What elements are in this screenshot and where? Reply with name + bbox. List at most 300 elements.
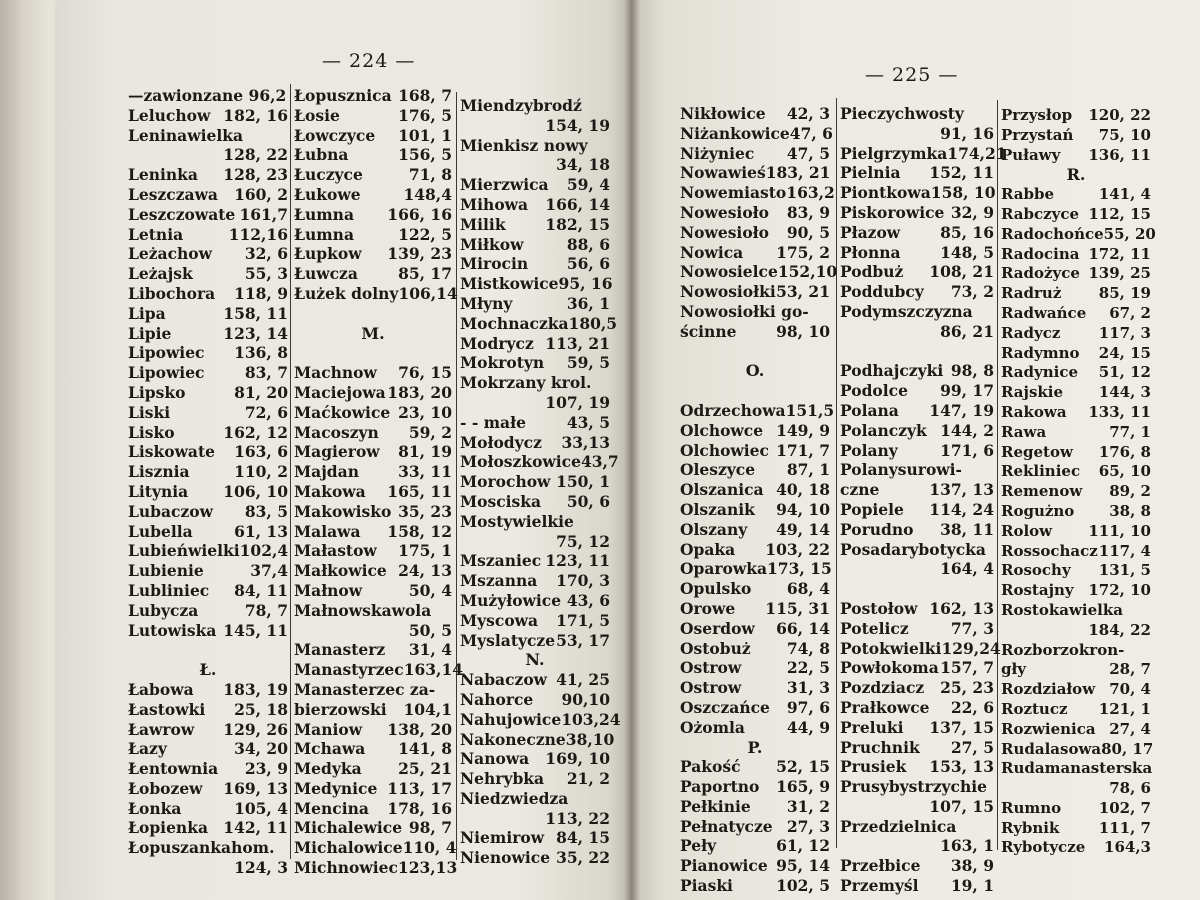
page-reference: 33,13: [561, 432, 610, 452]
place-name: Piontkowa: [840, 183, 931, 203]
place-name: Olszanik: [680, 499, 755, 519]
page-reference: 47, 5: [786, 143, 830, 163]
index-entry: [840, 678, 994, 698]
place-name: Libochora: [128, 283, 216, 303]
place-name: Rabbe: [1001, 185, 1055, 204]
page-reference: 44, 9: [786, 717, 830, 737]
index-entry: [840, 540, 994, 560]
index-entry: [460, 452, 619, 472]
index-entry: [680, 540, 830, 560]
index-entry: [1001, 759, 1151, 779]
place-name: Nahujowice: [460, 709, 562, 729]
index-entry: [680, 797, 830, 817]
place-name: Porudno: [840, 519, 914, 539]
page-reference: 171, 6: [940, 440, 994, 460]
page-reference: 175, 1: [398, 541, 452, 561]
index-entry: [1001, 363, 1151, 383]
place-name: Leszczawa: [128, 184, 218, 204]
place-name: Maciejowa: [294, 382, 386, 402]
index-entry: [680, 777, 830, 797]
place-name: Milik: [460, 214, 506, 234]
blank-line: [840, 342, 994, 362]
place-name: Lipie: [128, 323, 172, 343]
page-reference: 59, 5: [566, 353, 610, 373]
page-reference: 162, 12: [223, 422, 288, 442]
index-entry: [460, 413, 610, 433]
page-reference: 81, 20: [234, 382, 288, 402]
entry-reference: 86, 21: [940, 321, 994, 341]
place-name: Łobozew: [128, 778, 203, 798]
index-entry: [460, 729, 615, 750]
index-entry: [680, 718, 830, 738]
place-name: Lutowiska: [128, 620, 217, 640]
page-reference: 117, 3: [1098, 323, 1151, 342]
page-reference: 47, 6: [789, 123, 833, 143]
page-reference: 84, 15: [556, 828, 610, 848]
blank-line: [680, 381, 830, 401]
place-name: - - małe: [460, 412, 526, 432]
place-name: Popiele: [840, 499, 904, 519]
place-name: Ożomla: [680, 717, 745, 737]
place-name: bierzowski: [294, 699, 387, 719]
index-entry: [1001, 462, 1151, 482]
page-reference: 145, 11: [223, 620, 288, 640]
place-name: Medyka: [294, 759, 362, 779]
column-rule: [456, 92, 457, 860]
page-reference: 38, 9: [950, 856, 994, 876]
place-name: Podbuż: [840, 262, 904, 282]
entry-reference: 34, 18: [556, 155, 610, 175]
index-entry: [128, 601, 288, 621]
index-entry: [128, 205, 288, 225]
book-gutter: [624, 0, 640, 900]
place-name: gły: [1001, 660, 1026, 679]
place-name: Liski: [128, 402, 171, 422]
index-entry: [840, 163, 994, 183]
place-name: Radymno: [1001, 343, 1080, 362]
index-entry: [128, 680, 288, 700]
place-name: czne: [840, 480, 880, 500]
place-name: Medynice: [294, 778, 378, 798]
place-name: Łonka: [128, 798, 182, 818]
index-entry: [128, 502, 288, 522]
place-name: Łumna: [294, 204, 354, 224]
page-reference: 117, 4: [1098, 541, 1151, 560]
place-name: Rudamanasterska: [1001, 759, 1153, 778]
page-reference: 50, 6: [566, 491, 610, 511]
page-reference: 123, 11: [545, 551, 610, 571]
page-reference: 80, 17: [1101, 739, 1154, 758]
place-name: Mochnaczka: [460, 313, 569, 333]
place-name: Pełnatycze: [680, 816, 773, 836]
page-reference: 49, 14: [776, 519, 830, 539]
place-name: Olchowce: [680, 420, 764, 440]
page-reference: 144, 3: [1098, 383, 1151, 402]
page-reference: 31, 3: [786, 678, 830, 698]
place-name: Miłkow: [460, 234, 524, 254]
index-entry: [460, 591, 610, 611]
place-name: Prałkowce: [840, 697, 930, 717]
place-name: Paportno: [680, 777, 760, 797]
page-reference: 163, 6: [234, 442, 288, 462]
page-reference: 78, 7: [244, 600, 288, 620]
place-name: Przysłop: [1001, 106, 1073, 124]
index-entry: [840, 500, 994, 520]
place-name: Mużyłowice: [460, 590, 562, 610]
place-name: Postołow: [840, 598, 918, 618]
index-entry: [840, 282, 994, 302]
place-name: Leżachow: [128, 244, 212, 264]
place-name: Łumna: [294, 224, 354, 244]
page-reference: 112, 15: [1088, 204, 1151, 223]
page-reference: 71, 8: [408, 165, 452, 185]
place-name: Polany: [840, 440, 898, 460]
index-entry: [294, 581, 452, 601]
index-entry: [840, 738, 994, 758]
index-entry: [1001, 423, 1151, 443]
index-entry: [128, 423, 288, 443]
index-entry: [294, 383, 452, 403]
place-name: Michalowice: [294, 838, 403, 858]
page-reference: 178, 16: [387, 798, 452, 818]
place-name: Regetow: [1001, 442, 1073, 461]
page-reference: 38, 11: [940, 519, 994, 539]
page-reference: 77, 1: [1109, 422, 1151, 441]
place-name: Lubliniec: [128, 580, 210, 600]
page-reference: 113, 17: [387, 778, 452, 798]
place-name: Michalewice: [294, 818, 403, 838]
index-entry: [294, 601, 452, 621]
place-name: Pakość: [680, 757, 741, 777]
place-name: Leluchow: [128, 105, 211, 125]
place-name: Manastyrzec: [294, 660, 404, 680]
index-entry: [840, 381, 994, 401]
place-name: Podolce: [840, 381, 908, 401]
page-reference: 52, 15: [776, 757, 830, 777]
index-entry: [1001, 205, 1151, 225]
place-name: Nowosiołki: [680, 282, 776, 302]
index-entry: [840, 401, 994, 421]
page-reference: 90, 5: [786, 222, 830, 242]
place-name: Odrzechowa: [680, 400, 786, 420]
place-name: Radycz: [1001, 323, 1061, 342]
place-name: Lubella: [128, 521, 193, 541]
index-entry: [1001, 542, 1151, 562]
index-entry: [294, 106, 452, 126]
page-reference: 76, 15: [398, 363, 452, 383]
index-entry: [128, 383, 288, 403]
place-name: Leszczowate: [128, 204, 236, 224]
entry-reference: 107, 15: [929, 796, 994, 816]
index-entry: [294, 818, 452, 838]
page-reference: 128, 23: [223, 165, 288, 185]
place-name: Olszany: [680, 519, 748, 539]
index-entry: [1001, 799, 1151, 819]
page-reference: 55, 3: [244, 264, 288, 284]
page-reference: 172, 10: [1088, 581, 1151, 600]
page-reference: 106, 10: [223, 481, 288, 501]
index-entry: [680, 817, 830, 837]
index-entry: [294, 244, 452, 264]
index-entry: [840, 243, 994, 263]
index-entry: [840, 638, 1001, 659]
place-name: Nowosiołki go-: [680, 301, 809, 321]
index-entry: [294, 522, 452, 542]
page-reference: 81, 19: [398, 442, 452, 462]
index-entry: [680, 203, 830, 223]
page-reference: 139, 23: [387, 244, 452, 264]
index-entry: [294, 779, 452, 799]
page-reference: 94, 10: [776, 499, 830, 519]
place-name: Opulsko: [680, 579, 752, 599]
index-entry: [460, 828, 610, 848]
place-name: Olchowiec: [680, 440, 769, 460]
place-name: Mchawa: [294, 739, 366, 759]
index-entry: [128, 561, 288, 581]
page-reference: 19, 1: [950, 876, 994, 896]
index-entry: [680, 183, 835, 203]
index-entry: [840, 698, 994, 718]
index-column: [460, 96, 621, 868]
page-reference: 113, 21: [545, 333, 610, 353]
index-entry: [128, 482, 288, 502]
place-name: Potokwielki: [840, 638, 942, 658]
index-entry: [460, 373, 610, 393]
place-name: Mokrzany krol.: [460, 373, 592, 393]
page-reference: 163,14: [403, 660, 464, 680]
section-letter: N.: [525, 650, 545, 670]
index-entry: [460, 848, 610, 868]
index-entry: [1001, 245, 1151, 265]
page-reference: 142, 11: [223, 818, 288, 838]
place-name: Oszczańce: [680, 697, 770, 717]
place-name: Nowesioło: [680, 222, 769, 242]
page-reference: 22, 6: [950, 697, 994, 717]
place-name: Nikłowice: [680, 104, 766, 123]
page-reference: 31, 4: [408, 640, 452, 660]
page-reference: 169, 13: [223, 778, 288, 798]
page-reference: 120, 22: [1088, 106, 1151, 124]
index-entry: [840, 460, 994, 480]
index-entry: [294, 165, 452, 185]
place-name: Nowica: [680, 242, 744, 262]
index-entry: [128, 304, 288, 324]
place-name: Leninka: [128, 165, 198, 185]
page-reference: 166, 16: [387, 204, 452, 224]
place-name: Radożyce: [1001, 264, 1080, 283]
page-reference: 21, 2: [566, 769, 610, 789]
page-reference: 168, 7: [398, 86, 452, 105]
place-name: Łopienka: [128, 818, 208, 838]
page-reference: 137, 13: [929, 480, 994, 500]
index-entry: [680, 836, 830, 856]
index-entry: [294, 858, 458, 878]
place-name: Miendzybrodź: [460, 96, 582, 115]
place-name: Powłokoma: [840, 658, 939, 678]
place-name: Rajskie: [1001, 383, 1064, 402]
index-entry: [680, 223, 830, 243]
place-name: Orowe: [680, 598, 736, 618]
place-name: Rogużno: [1001, 501, 1075, 520]
index-entry: [294, 640, 452, 660]
place-name: Łubna: [294, 145, 349, 165]
page-reference: 73, 2: [950, 282, 994, 302]
page-reference: 183, 21: [765, 163, 831, 183]
index-entry: [460, 709, 621, 730]
page-reference: 182, 15: [545, 214, 610, 234]
page-reference: 22, 5: [786, 658, 830, 678]
index-entry: [294, 264, 452, 284]
place-name: Młyny: [460, 293, 513, 313]
place-name: Pruchnik: [840, 737, 920, 757]
page-reference: 141, 4: [1098, 185, 1151, 204]
index-entry: [294, 660, 464, 680]
index-column: [840, 104, 1007, 896]
index-entry: [1001, 522, 1151, 542]
index-entry: [460, 690, 610, 710]
page-reference: 183, 20: [387, 382, 452, 402]
place-name: Prusiek: [840, 757, 907, 777]
place-name: Manasterz: [294, 640, 386, 660]
place-name: Myslatycze: [460, 630, 556, 650]
index-entry: [840, 421, 994, 441]
page-reference: 136, 11: [1088, 145, 1151, 164]
index-entry: [128, 838, 288, 858]
place-name: Nakoneczne: [460, 729, 566, 749]
page-reference: 51, 12: [1098, 363, 1151, 382]
place-name: Rybnik: [1001, 818, 1060, 837]
index-entry: [128, 185, 288, 205]
place-name: Leninawielka: [128, 125, 243, 145]
place-name: Radwańce: [1001, 303, 1087, 322]
page-reference: 171, 7: [776, 440, 830, 460]
index-entry: [1001, 106, 1151, 126]
index-entry: [680, 163, 830, 183]
index-entry: [840, 441, 994, 461]
place-name: Nabaczow: [460, 670, 548, 690]
page-reference: 35, 23: [398, 501, 452, 521]
index-entry: [840, 757, 994, 777]
page-reference: 131, 5: [1098, 561, 1151, 580]
page-reference: 32, 9: [950, 202, 994, 222]
page-reference: 148, 5: [940, 242, 994, 262]
section-letter: R.: [1066, 165, 1086, 185]
place-name: Nanowa: [460, 749, 530, 769]
place-name: Oparowka: [680, 559, 768, 579]
index-entry: [680, 400, 835, 421]
index-entry: [460, 215, 610, 235]
index-entry: [840, 262, 994, 282]
index-entry: [840, 777, 994, 797]
page-reference: 83, 5: [244, 501, 288, 521]
index-entry: [680, 599, 830, 619]
page-reference: 37,4: [250, 561, 288, 581]
index-entry: [294, 700, 452, 720]
entry-reference: 184, 22: [1088, 620, 1151, 639]
place-name: Oleszyce: [680, 460, 756, 480]
blank-line: [840, 579, 994, 599]
page-reference: 27, 5: [950, 737, 994, 757]
index-entry: [128, 442, 288, 462]
index-entry: [1001, 739, 1154, 760]
place-name: Rekliniec: [1001, 462, 1081, 481]
page-reference: 31, 2: [786, 796, 830, 816]
page-reference: 99, 17: [940, 381, 994, 401]
place-name: Liskowate: [128, 442, 215, 462]
page-reference: 24, 15: [1098, 343, 1151, 362]
page-reference: 144, 2: [940, 420, 994, 440]
blank-line: [294, 343, 452, 363]
page-reference: 111, 7: [1098, 818, 1151, 837]
page-reference: 102,4: [239, 541, 289, 561]
place-name: Pielgrzymka: [840, 143, 948, 163]
place-name: Mienkisz nowy: [460, 135, 588, 155]
place-name: Łuwcza: [294, 264, 358, 284]
page-reference: 75, 10: [1098, 125, 1151, 144]
index-entry: [680, 757, 830, 777]
place-name: Rozborzokron-: [1001, 640, 1125, 659]
page-reference: 95, 16: [558, 274, 613, 294]
index-entry: [1001, 264, 1151, 284]
index-entry: [680, 302, 830, 322]
index-entry: [1001, 403, 1151, 423]
page-reference: 24, 13: [398, 561, 452, 581]
index-entry: [128, 818, 288, 838]
place-name: Małnowskawola: [294, 600, 432, 620]
index-entry: [460, 96, 610, 116]
entry-reference: 128, 22: [223, 145, 288, 165]
index-entry: [294, 720, 452, 740]
place-name: Olszanica: [680, 480, 764, 500]
index-entry: [460, 670, 610, 690]
page-reference: 138, 20: [387, 719, 452, 739]
column-rule: [290, 84, 291, 859]
page-reference: 77, 3: [950, 618, 994, 638]
section-letter: O.: [745, 361, 765, 381]
blank-line: [128, 640, 288, 660]
index-column: [1001, 106, 1156, 858]
index-entry: [840, 856, 994, 876]
page-reference: 67, 2: [1109, 303, 1151, 322]
index-entry: [1001, 146, 1151, 166]
page-reference: 161,7: [239, 204, 288, 224]
page-reference: 23, 10: [398, 402, 452, 422]
page-reference: 40, 18: [776, 480, 830, 500]
place-name: Mokrotyn: [460, 353, 545, 373]
index-entry: [128, 106, 288, 126]
page-reference: 148,4: [403, 184, 452, 204]
place-name: Ławrow: [128, 719, 195, 739]
page-reference: 173, 15: [767, 559, 832, 579]
place-name: Łużek dolny: [294, 283, 399, 303]
place-name: Nahorce: [460, 689, 534, 709]
page-reference: 136, 8: [234, 343, 288, 363]
place-name: Płazow: [840, 222, 901, 242]
page-reference: 158, 10: [930, 183, 996, 203]
page-number-right: — 225 —: [865, 64, 959, 86]
index-entry: [460, 195, 610, 215]
page-reference: 151,5: [785, 400, 835, 420]
index-entry: [1001, 700, 1151, 720]
page-reference: 114, 24: [929, 499, 994, 519]
page-reference: 74, 8: [786, 638, 830, 658]
page-reference: 172, 11: [1088, 244, 1151, 263]
index-entry: [294, 680, 452, 700]
place-name: Rawa: [1001, 422, 1047, 441]
page-reference: 90,10: [561, 689, 610, 709]
index-entry: [1001, 126, 1151, 146]
blank-line: [680, 342, 830, 362]
